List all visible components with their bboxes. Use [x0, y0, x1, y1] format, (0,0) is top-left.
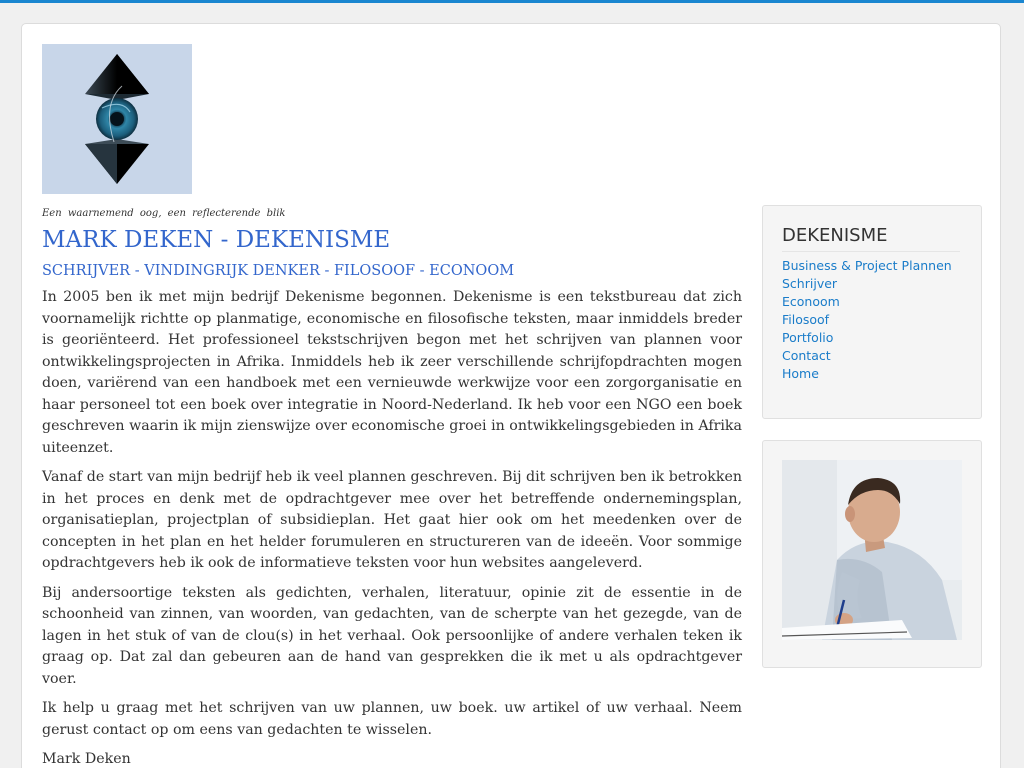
sidebar-link-business-plans[interactable]: Business & Project Plannen	[782, 258, 952, 273]
sidebar-item-schrijver	[782, 275, 952, 293]
sidebar-item-filosoof	[782, 311, 952, 329]
contact-paragraph: Ik help u graag met het schrijven van uw plannen, uw boek. uw artikel of uw verhaal. Neem gerust contact op om eens van gedachten te wisselen.	[42, 700, 742, 738]
sidebar-item-contact	[782, 347, 952, 365]
sidebar-item-econoom	[782, 293, 952, 311]
tagline: Een waarnemend oog, een reflecterende blik	[42, 208, 286, 219]
sidebar-nav	[782, 257, 952, 383]
page-subtitle: SCHRIJVER - VINDINGRIJK DENKER - FILOSOOF - ECONOOM	[42, 263, 515, 279]
page-container	[21, 23, 1001, 768]
man-writing-photo	[782, 460, 962, 640]
sidebar-link-contact[interactable]: Contact	[782, 348, 831, 363]
eye-between-pyramids-icon	[42, 44, 192, 194]
page-title: MARK DEKEN - DEKENISME	[42, 227, 391, 253]
sidebar-item-portfolio	[782, 329, 952, 347]
main-content	[42, 226, 742, 768]
sidebar-link-filosoof[interactable]: Filosoof	[782, 312, 830, 327]
sidebar-title: DEKENISME	[782, 225, 960, 252]
literature-paragraph: Bij andersoortige teksten als gedichten, verhalen, literatuur, opinie zit de essentie in de schoonheid van zinnen, van woorden, van gedachten, van de scherpte van het gezegde, van de lagen in het stuk of van de clou(s) in het verhaal. Ook persoonlijke of andere verhalen teken ik graag op. Dat zal dan gebeuren aan de hand van gesprekken die ik met u als opdrachtgever voer.	[42, 584, 742, 687]
sidebar-item-home	[782, 365, 952, 383]
top-accent-bar	[0, 0, 1024, 3]
sidebar-link-schrijver[interactable]: Schrijver	[782, 276, 838, 291]
plans-paragraph: Vanaf de start van mijn bedrijf heb ik veel plannen geschreven. Bij dit schrijven ben ik betrokken in het proces en denk met de opdrachtgever mee over het betreffende ondernemingsplan, organisatieplan, projectplan of subsidieplan. Het gaat hier ook om het meedenken over de concepten in het plan en het helder forumuleren en structureren van de ideeën. Voor sommige opdrachtgevers heb ik ook de informatieve teksten voor hun websites aangeleverd.	[42, 469, 742, 571]
sidebar-menu-box	[762, 205, 982, 419]
sidebar-link-home[interactable]: Home	[782, 366, 819, 381]
sidebar-link-portfolio[interactable]: Portfolio	[782, 330, 834, 345]
logo[interactable]	[42, 44, 192, 194]
signature: Mark Deken	[42, 751, 131, 767]
sidebar-photo-box	[762, 440, 982, 668]
intro-paragraph: In 2005 ben ik met mijn bedrijf Dekenisme begonnen. Dekenisme is een tekstbureau dat zich voornamelijk richtte op planmatige, economische en filosofische teksten, maar inmiddels breder is georiënteerd. Het professioneel tekstschrijven begon met het schrijven van plannen voor ontwikkelingsprojecten in Afrika. Inmiddels heb ik zeer verschillende schrijfopdrachten mogen doen, variërend van een handboek met een vernieuwde werkwijze voor een zorgorganisatie en haar personeel tot een boek over integratie in Noord-Nederland. Ik heb voor een NGO een boek geschreven waarin ik mijn zienswijze over economische groei in ontwikkelingsgebieden in Afrika uiteenzet.	[42, 289, 742, 456]
sidebar-item-business-plans	[782, 257, 952, 275]
sidebar-link-econoom[interactable]: Econoom	[782, 294, 840, 309]
man-writing-illustration	[782, 460, 962, 640]
